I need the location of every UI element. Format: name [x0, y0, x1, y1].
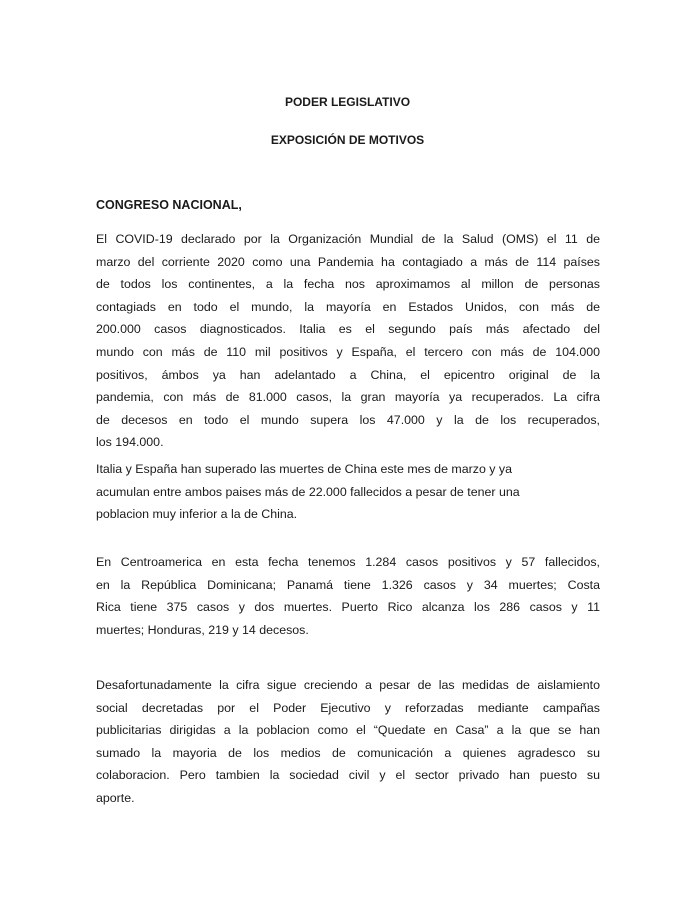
text-line: muertes; Honduras, 219 y 14 decesos.: [96, 622, 309, 637]
text-line: social decretadas por el Poder Ejecutivo y reforzadas mediante campañas: [96, 700, 600, 715]
document-subtitle: EXPOSICIÓN DE MOTIVOS: [270, 133, 425, 147]
paragraph-centroamerica: [96, 551, 600, 641]
text-line: pandemia, con más de 81.000 casos, la gran mayoría ya recuperados. La cifra: [96, 390, 600, 405]
text-line: Desafortunadamente la cifra sigue creciendo a pesar de las medidas de aislamiento: [96, 678, 600, 692]
text-line: colaboracion. Pero tambien la sociedad civil y el sector privado han puesto su: [96, 768, 600, 783]
text-line: El COVID-19 declarado por la Organización Mundial de la Salud (OMS) el 11 de: [96, 232, 600, 246]
text-line: mundo con más de 110 mil positivos y España, el tercero con más de 104.000: [96, 344, 600, 359]
text-line: en la República Dominicana; Panamá tiene 1.326 casos y 34 muertes; Costa: [96, 577, 600, 592]
text-line: publicitarias dirigidas a la poblacion como el “Quedate en Casa” a la que se han: [96, 723, 600, 738]
text-line: acumulan entre ambos paises más de 22.000 fallecidos a pesar de tener una: [96, 484, 520, 499]
text-line: positivos, ámbos ya han adelantado a China, el epicentro original de la: [96, 367, 600, 382]
section-heading: CONGRESO NACIONAL,: [96, 198, 242, 212]
text-line: En Centroamerica en esta fecha tenemos 1.284 casos positivos y 57 fallecidos,: [96, 555, 600, 569]
text-line: sumado la mayoria de los medios de comunicación a quienes agradesco su: [96, 745, 600, 760]
text-line: marzo del corriente 2020 como una Pandemia ha contagiado a más de 114 países: [96, 254, 600, 269]
document-title: PODER LEGISLATIVO: [284, 95, 411, 109]
text-line: Rica tiene 375 casos y dos muertes. Puerto Rico alcanza los 286 casos y 11: [96, 600, 600, 615]
paragraph-covid-global: [96, 228, 600, 454]
text-line: poblacion muy inferior a la de China.: [96, 507, 298, 522]
paragraph-italia-espana: [96, 458, 600, 526]
text-line: los 194.000.: [96, 435, 164, 450]
text-line: aporte.: [96, 790, 135, 805]
text-line: de decesos en todo el mundo supera los 47.000 y la de los recuperados,: [96, 412, 600, 427]
text-line: 200.000 casos diagnosticados. Italia es el segundo país más afectado del: [96, 322, 600, 337]
paragraph-medidas: [96, 674, 600, 810]
text-line: Italia y España han superado las muertes de China este mes de marzo y ya: [96, 462, 512, 476]
text-line: contagiads en todo el mundo, la mayoría en Estados Unidos, con más de: [96, 299, 600, 314]
text-line: de todos los continentes, a la fecha nos aproximamos al millon de personas: [96, 277, 600, 292]
